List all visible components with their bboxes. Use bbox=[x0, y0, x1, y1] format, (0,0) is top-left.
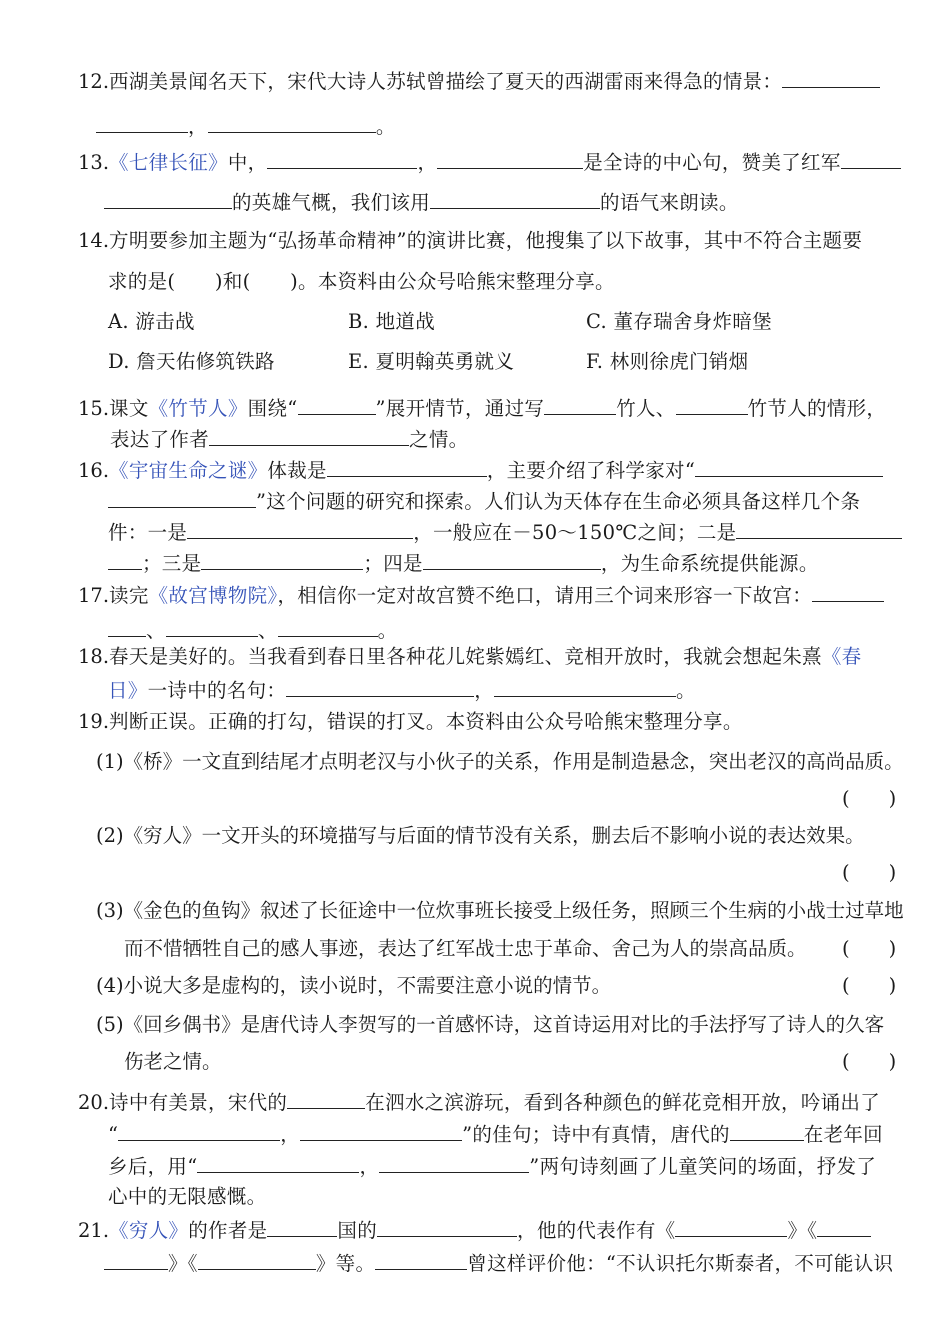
q20-text: ”两句诗刻画了儿童笑问的场面，抒发了 bbox=[529, 1155, 877, 1178]
question-number: 17. bbox=[78, 584, 110, 607]
q16-text: ；四是 bbox=[363, 552, 423, 575]
q16-text: ，主要介绍了科学家对“ bbox=[486, 459, 696, 482]
option-f: F. 林则徐虎门销烟 bbox=[586, 350, 749, 373]
q16-text: ，一般应在－50～150℃之间；二是 bbox=[413, 521, 737, 544]
q18-line1 bbox=[78, 644, 861, 670]
q20-text: ”的佳句；诗中有真情，唐代的 bbox=[462, 1123, 730, 1146]
answer-blank[interactable] bbox=[208, 112, 376, 133]
answer-blank[interactable] bbox=[430, 188, 600, 209]
lesson-title-link[interactable]: 《竹节人》 bbox=[148, 397, 248, 420]
answer-blank[interactable] bbox=[423, 549, 601, 570]
answer-paren[interactable]: ( ) bbox=[842, 787, 897, 810]
q13-line2 bbox=[104, 188, 739, 216]
q21-text: 》等。 bbox=[315, 1252, 376, 1275]
question-number: 21. bbox=[78, 1219, 110, 1242]
lesson-title-link[interactable]: 《宇宙生命之谜》 bbox=[109, 459, 268, 482]
question-number: 15. bbox=[78, 397, 110, 420]
answer-blank[interactable] bbox=[327, 456, 487, 477]
answer-blank[interactable] bbox=[267, 1216, 337, 1237]
q20-line1 bbox=[78, 1088, 880, 1116]
lesson-title-link[interactable]: 《穷人》 bbox=[109, 1219, 189, 1242]
question-number: 16. bbox=[78, 459, 110, 482]
q15-text: 竹节人的情形， bbox=[747, 397, 887, 420]
q16-text: ”这个问题的研究和探索。人们认为天体存在生命必须具备这样几个条 bbox=[256, 490, 861, 513]
q15-text: 竹人、 bbox=[616, 397, 676, 420]
q15-text: 表达了作者 bbox=[110, 428, 210, 451]
answer-blank[interactable] bbox=[118, 1120, 280, 1141]
q13-text: 中， bbox=[227, 151, 268, 174]
q16-line4 bbox=[108, 549, 819, 577]
q16-line3 bbox=[108, 518, 902, 546]
q20-text: 在泗水之滨游玩，看到各种颜色的鲜花竞相开放，吟诵出了 bbox=[365, 1091, 881, 1114]
q17-line1 bbox=[78, 581, 884, 609]
q20-text: “ bbox=[108, 1123, 119, 1146]
lesson-title-link[interactable]: 《七律长征》 bbox=[109, 151, 228, 174]
answer-blank[interactable] bbox=[187, 518, 413, 539]
q21-text: 》《 bbox=[168, 1252, 198, 1275]
question-number: 18. bbox=[78, 645, 110, 668]
answer-blank[interactable] bbox=[287, 1088, 365, 1109]
q21-line1 bbox=[78, 1216, 871, 1244]
answer-blank[interactable] bbox=[379, 1152, 529, 1173]
punct: 。 bbox=[676, 679, 696, 702]
q19-item5-text: (5)《回乡偶书》是唐代诗人李贺写的一首感怀诗，这首诗运用对比的手法抒写了诗人的久客 bbox=[96, 1013, 885, 1036]
punct: 、 bbox=[257, 619, 278, 642]
q21-text: 》《 bbox=[787, 1219, 818, 1242]
q12-text: 西湖美景闻名天下，宋代大诗人苏轼曾描绘了夏天的西湖雷雨来得急的情景： bbox=[109, 70, 783, 93]
q19-item5-text: 伤老之情。 bbox=[124, 1050, 222, 1073]
question-number: 12. bbox=[78, 70, 110, 93]
q13-text: 的英雄气概，我们该用 bbox=[232, 191, 431, 214]
answer-blank[interactable] bbox=[676, 394, 748, 415]
answer-blank[interactable] bbox=[544, 394, 616, 415]
answer-blank[interactable] bbox=[198, 1249, 316, 1270]
answer-blank[interactable] bbox=[278, 616, 378, 637]
answer-paren[interactable]: ( ) bbox=[842, 974, 897, 997]
q19-item1-text: (1)《桥》一文直到结尾才点明老汉与小伙子的关系，作用是制造悬念，突出老汉的高尚品质。 bbox=[96, 750, 904, 773]
q15-line1 bbox=[78, 394, 886, 422]
q21-text: 的作者是 bbox=[188, 1219, 268, 1242]
q19-item3-text: (3)《金色的鱼钩》叙述了长征途中一位炊事班长接受上级任务，照顾三个生病的小战士过草地 bbox=[96, 899, 904, 922]
q20-text: 在老年回 bbox=[803, 1123, 883, 1146]
punct: 。 bbox=[375, 115, 396, 138]
q18-text: 春天是美好的。当我看到春日里各种花儿姹紫嫣红、竞相开放时，我就会想起朱熹 bbox=[109, 645, 822, 668]
answer-blank[interactable] bbox=[286, 676, 474, 697]
q16-text: ；三是 bbox=[142, 552, 202, 575]
q20-text: 乡后，用“ bbox=[108, 1155, 198, 1178]
q14-line1 bbox=[78, 228, 862, 254]
q16-line2 bbox=[108, 487, 860, 515]
lesson-title-link[interactable]: 《春 bbox=[821, 645, 862, 668]
lesson-title-link[interactable]: 《故宫博物院》 bbox=[148, 584, 278, 607]
option-d: D. 詹天佑修筑铁路 bbox=[108, 350, 275, 373]
answer-blank[interactable] bbox=[812, 581, 884, 602]
q19-intro bbox=[78, 709, 743, 735]
q16-line1 bbox=[78, 456, 883, 484]
answer-blank[interactable] bbox=[675, 1216, 787, 1237]
answer-blank[interactable] bbox=[817, 1216, 871, 1237]
q15-line2 bbox=[110, 425, 468, 453]
answer-paren[interactable]: ( ) bbox=[842, 861, 897, 884]
q15-text: ”展开情节，通过写 bbox=[375, 397, 545, 420]
q14-text: 方明要参加主题为“弘扬革命精神”的演讲比赛，他搜集了以下故事，其中不符合主题要 bbox=[109, 229, 863, 252]
punct: ， bbox=[280, 1123, 301, 1146]
q15-text: 课文 bbox=[109, 397, 149, 420]
answer-blank[interactable] bbox=[375, 1249, 467, 1270]
q19-text: 判断正误。正确的打勾，错误的打叉。本资料由公众号哈熊宋整理分享。 bbox=[109, 710, 743, 733]
option-b: B. 地道战 bbox=[348, 310, 436, 333]
answer-blank[interactable] bbox=[841, 148, 901, 169]
q21-text: ，他的代表作有《 bbox=[517, 1219, 676, 1242]
answer-blank[interactable] bbox=[736, 518, 902, 539]
answer-blank[interactable] bbox=[108, 549, 142, 570]
q21-line2 bbox=[104, 1249, 893, 1277]
answer-blank[interactable] bbox=[437, 148, 583, 169]
answer-blank[interactable] bbox=[782, 67, 880, 88]
lesson-title-link[interactable]: 日》 bbox=[108, 679, 148, 702]
q20-text: 诗中有美景，宋代的 bbox=[109, 1091, 288, 1114]
option-e: E. 夏明翰英勇就义 bbox=[348, 350, 515, 373]
q16-text: 体裁是 bbox=[267, 459, 327, 482]
answer-blank[interactable] bbox=[108, 616, 146, 637]
q12-line1 bbox=[78, 67, 880, 95]
answer-blank[interactable] bbox=[197, 1152, 359, 1173]
q13-line1 bbox=[78, 148, 901, 176]
answer-blank[interactable] bbox=[730, 1120, 804, 1141]
option-a: A. 游击战 bbox=[108, 310, 195, 333]
q16-text: 件：一是 bbox=[108, 521, 188, 544]
q15-text: 之情。 bbox=[409, 428, 469, 451]
q13-text: 的语气来朗读。 bbox=[600, 191, 739, 214]
answer-blank[interactable] bbox=[96, 112, 188, 133]
punct: ， bbox=[474, 679, 495, 702]
answer-blank[interactable] bbox=[267, 148, 417, 169]
answer-blank[interactable] bbox=[695, 456, 883, 477]
q17-text: ，相信你一定对故宫赞不绝口，请用三个词来形容一下故宫： bbox=[277, 584, 813, 607]
q18-line2 bbox=[108, 676, 696, 704]
q20-line2 bbox=[108, 1120, 883, 1148]
q14-line2: 求的是( )和( )。本资料由公众号哈熊宋整理分享。 bbox=[108, 270, 615, 293]
q19-item4-text: (4)小说大多是虚构的，读小说时，不需要注意小说的情节。 bbox=[96, 974, 612, 997]
punct: ， bbox=[188, 115, 208, 138]
answer-blank[interactable] bbox=[108, 487, 256, 508]
question-number: 19. bbox=[78, 710, 110, 733]
question-number: 14. bbox=[78, 229, 110, 252]
q17-text: 读完 bbox=[109, 584, 149, 607]
punct: ， bbox=[359, 1155, 380, 1178]
question-number: 20. bbox=[78, 1091, 110, 1114]
answer-blank[interactable] bbox=[104, 188, 232, 209]
punct: 。 bbox=[377, 619, 398, 642]
answer-blank[interactable] bbox=[377, 1216, 517, 1237]
q20-line4: 心中的无限感慨。 bbox=[108, 1185, 267, 1208]
answer-paren[interactable]: ( ) bbox=[842, 1050, 897, 1073]
q18-text: 一诗中的名句： bbox=[147, 679, 287, 702]
answer-blank[interactable] bbox=[104, 1249, 168, 1270]
q19-item3-text: 而不惜牺牲自己的感人事迹，表达了红军战士忠于革命、舍己为人的崇高品质。 bbox=[124, 937, 807, 960]
answer-blank[interactable] bbox=[201, 549, 363, 570]
question-number: 13. bbox=[78, 151, 110, 174]
answer-blank[interactable] bbox=[166, 616, 258, 637]
option-c: C. 董存瑞舍身炸暗堡 bbox=[586, 310, 772, 333]
answer-blank[interactable] bbox=[300, 1120, 462, 1141]
answer-blank[interactable] bbox=[494, 676, 676, 697]
q15-text: 围绕“ bbox=[247, 397, 298, 420]
q16-text: ，为生命系统提供能源。 bbox=[600, 552, 819, 575]
q13-text: 是全诗的中心句，赞美了红军 bbox=[583, 151, 841, 174]
q20-line3 bbox=[108, 1152, 876, 1180]
q21-text: 国的 bbox=[337, 1219, 378, 1242]
punct: 、 bbox=[146, 619, 166, 642]
answer-blank[interactable] bbox=[298, 394, 376, 415]
answer-paren[interactable]: ( ) bbox=[842, 937, 897, 960]
q21-text: 曾这样评价他：“不认识托尔斯泰者，不可能认识 bbox=[467, 1252, 894, 1275]
q12-line2 bbox=[96, 112, 396, 140]
q17-line2 bbox=[108, 616, 397, 644]
answer-blank[interactable] bbox=[209, 425, 409, 446]
punct: ， bbox=[417, 151, 438, 174]
q19-item2-text: (2)《穷人》一文开头的环境描写与后面的情节没有关系，删去后不影响小说的表达效果。 bbox=[96, 824, 865, 847]
